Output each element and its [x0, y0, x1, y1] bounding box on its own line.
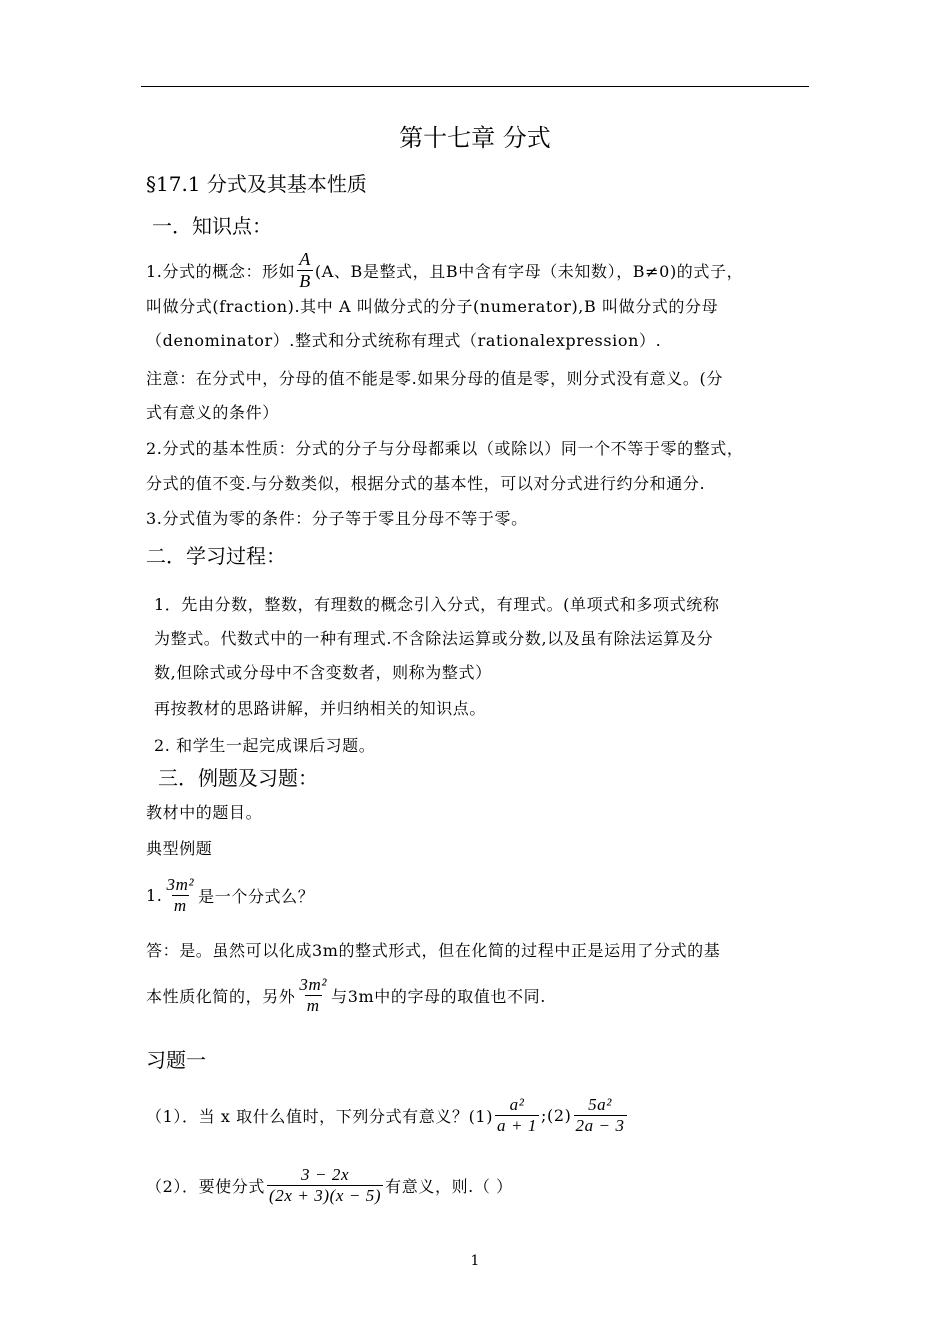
example-1-prefix: 1. [146, 885, 163, 905]
fraction-denominator: m [173, 895, 187, 915]
fraction-numerator: 5a² [588, 1095, 612, 1114]
header-rule [141, 86, 809, 87]
k1-prefix: 1.分式的概念：形如 [146, 261, 296, 281]
fraction-numerator: 3m² [299, 975, 328, 994]
knowledge-1-line1 [146, 250, 743, 291]
fraction-3-minus-2x [267, 1166, 383, 1205]
question-2 [146, 1166, 513, 1205]
fraction-3m2-over-m [297, 976, 329, 1015]
answer-line1: 答：是。虽然可以化成3m的整式形式，但在化简的过程中正是运用了分式的基 [146, 941, 721, 960]
question-2-suffix: 有意义，则.（ ） [385, 1176, 513, 1196]
process-1-line2: 为整式。代数式中的一种有理式.不含除法运算或分数,以及虽有除法运算及分 [154, 629, 714, 648]
knowledge-3-line1: 3.分式值为零的条件：分子等于零且分母不等于零。 [146, 509, 528, 528]
heading-knowledge: 一．知识点： [152, 214, 272, 238]
process-1-line4: 再按教材的思路讲解，并归纳相关的知识点。 [154, 699, 487, 718]
fraction-numerator: 3m² [166, 875, 195, 894]
knowledge-1-line2: 叫做分式(fraction).其中 A 叫做分式的分子(numerator),B 叫做分式的分母 [146, 297, 719, 316]
question-1-text: （1）．当 x 取什么值时，下列分式有意义？(1) [146, 1106, 494, 1126]
example-1 [146, 876, 314, 915]
fraction-numerator: 3 − 2x [301, 1165, 350, 1184]
question-1-separator: ;(2) [541, 1105, 572, 1125]
question-1 [146, 1096, 629, 1135]
heading-examples: 三．例题及习题： [158, 766, 318, 790]
process-2-line1: 2. 和学生一起完成课后习题。 [154, 736, 376, 755]
chapter-title: 第十七章 分式 [399, 124, 551, 152]
fraction-5a2-over-2a-minus-3 [574, 1096, 627, 1135]
fraction-denominator: 2a − 3 [575, 1115, 625, 1135]
note-line1: 注意：在分式中，分母的值不能是零.如果分母的值是零，则分式没有意义。(分 [146, 369, 723, 388]
example-1-suffix: 是一个分式么？ [198, 886, 315, 906]
page-number: 1 [470, 1253, 480, 1269]
answer-line2-suffix: 与3m中的字母的取值也不同. [331, 986, 546, 1006]
fraction-denominator: (2x + 3)(x − 5) [268, 1185, 382, 1205]
fraction-denominator: a + 1 [497, 1115, 538, 1135]
knowledge-2-line1: 2.分式的基本性质：分式的分子与分母都乘以（或除以）同一个不等于零的整式， [146, 439, 744, 458]
fraction-a2-over-a-plus-1 [495, 1096, 539, 1135]
k1-rest: (A、B是整式，且B中含有字母（未知数），B≠0)的式子， [314, 261, 744, 281]
fraction-denominator: m [306, 995, 320, 1015]
section-title: §17.1 分式及其基本性质 [146, 172, 367, 196]
fraction-3m2-over-m [164, 876, 196, 915]
process-1-line3: 数,但除式或分母中不含变数者，则称为整式） [154, 663, 492, 682]
answer-line2-prefix: 本性质化简的，另外 [146, 986, 296, 1006]
knowledge-2-line2: 分式的值不变.与分数类似，根据分式的基本性，可以对分式进行约分和通分. [146, 474, 706, 493]
fraction-numerator: A [299, 249, 311, 269]
fraction-denominator: B [299, 270, 311, 291]
knowledge-1-line3: （denominator）.整式和分式统称有理式（rationalexpression）. [146, 331, 662, 350]
question-2-text: （2）．要使分式 [146, 1176, 265, 1196]
examples-intro-2: 典型例题 [146, 839, 213, 858]
note-line2: 式有意义的条件） [146, 403, 279, 422]
fraction-numerator: a² [509, 1095, 525, 1114]
process-1-line1: 1．先由分数，整数，有理数的概念引入分式，有理式。(单项式和多项式统称 [154, 595, 720, 614]
answer-line2 [146, 976, 546, 1015]
heading-exercise-1: 习题一 [146, 1048, 206, 1072]
fraction-a-over-b [297, 250, 313, 291]
heading-process: 二．学习过程： [146, 544, 286, 568]
examples-intro-1: 教材中的题目。 [146, 803, 263, 822]
